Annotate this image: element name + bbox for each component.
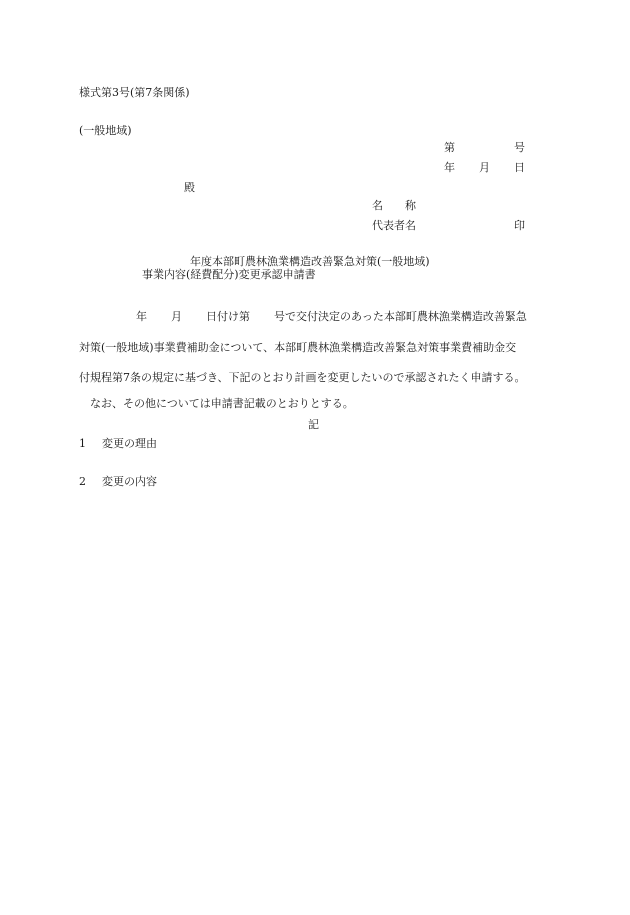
item-label: 変更の内容 [102,475,157,488]
document-number-prefix: 第 [444,141,455,154]
body-day-number-label: 日付け第 [206,310,250,323]
seal-mark: 印 [514,219,525,232]
body-year-label: 年 [136,310,147,323]
body-month-label: 月 [171,310,182,323]
form-label: 様式第3号(第7条関係) [79,86,190,99]
list-item [79,437,157,451]
body-line-3: 付規程第7条の規定に基づき、下記のとおり計画を変更したいので承認されたく申請する。 [79,371,526,384]
date-year-label: 年 [444,161,455,174]
document-title-line1: 年度本部町農林漁業構造改善緊急対策(一般地域) [190,255,430,268]
date-day-label: 日 [514,161,525,174]
date-month-label: 月 [479,161,490,174]
document-number-suffix: 号 [514,141,525,154]
list-item [79,475,157,489]
body-line-2: 対策(一般地域)事業費補助金について、本部町農林漁業構造改善緊急対策事業費補助金交 [79,341,517,354]
item-number: 1 [79,437,86,450]
addressee-suffix: 殿 [184,181,195,194]
item-number: 2 [79,475,86,488]
applicant-rep-label: 代表者名 [372,219,416,232]
document-title-line2: 事業内容(経費配分)変更承認申請書 [142,268,316,281]
body-line-1 [79,310,527,324]
item-label: 変更の理由 [102,437,157,450]
applicant-name-label: 名 称 [372,199,416,212]
area-label: (一般地域) [79,124,132,137]
body-line-4: なお、その他については申請書記載のとおりとする。 [90,397,354,410]
body-line-1-text: 号で交付決定のあった本部町農林漁業構造改善緊急 [274,310,527,323]
ki-heading: 記 [308,418,319,431]
